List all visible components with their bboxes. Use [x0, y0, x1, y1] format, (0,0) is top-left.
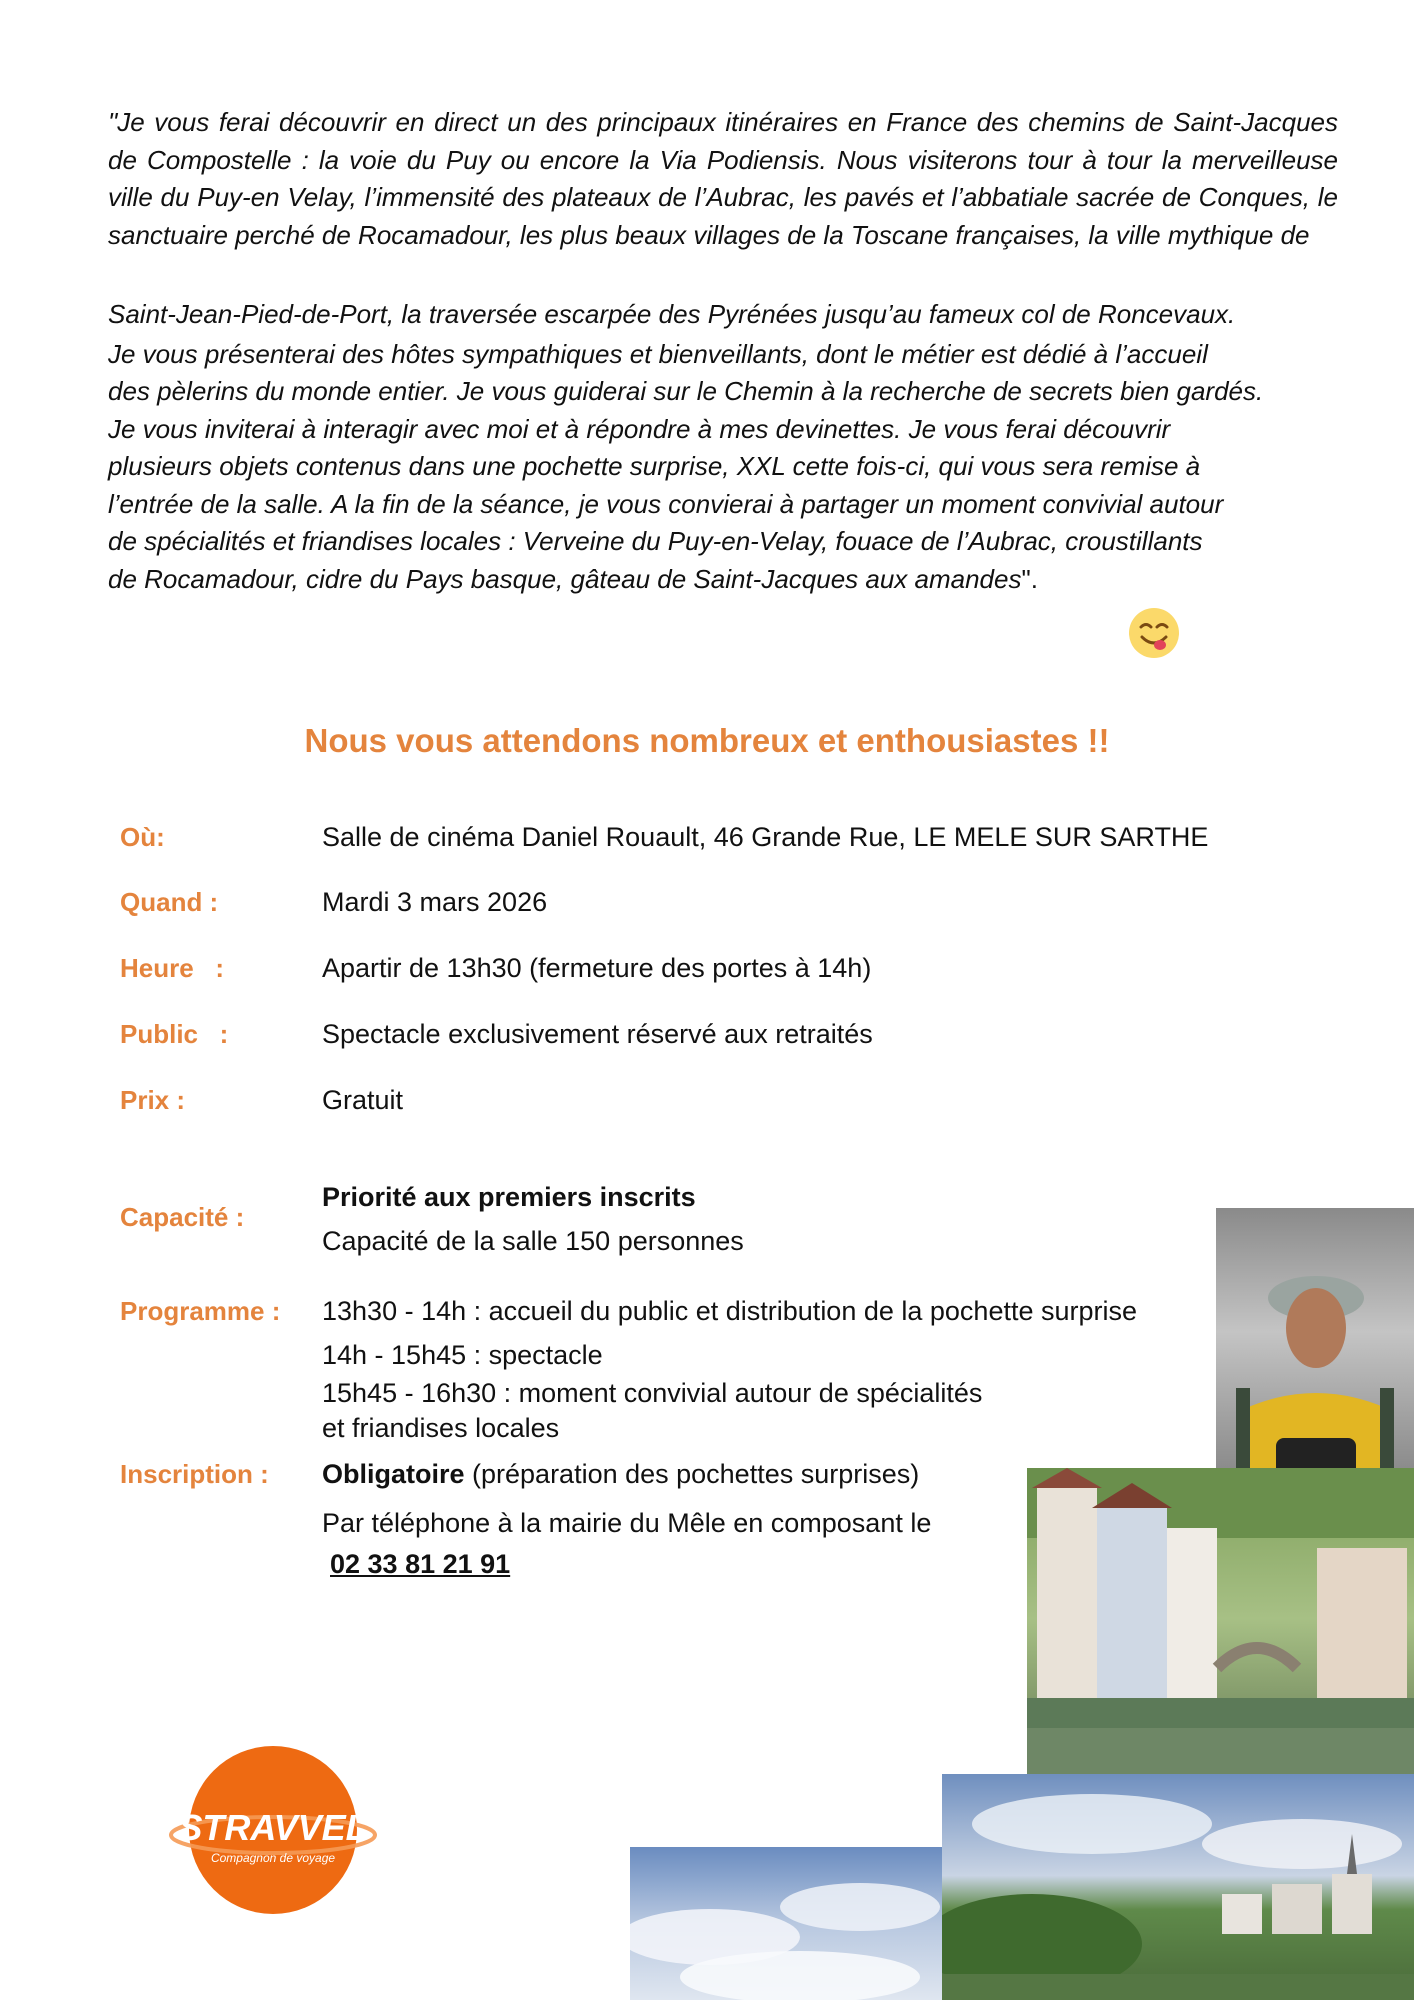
when-label: Quand : — [120, 887, 219, 917]
svg-text:STRAVVEL: STRAVVEL — [178, 1807, 368, 1848]
program-label: Programme : — [120, 1296, 281, 1326]
program-line: 14h - 15h45 : spectacle — [322, 1340, 603, 1370]
capacity-value: Capacité de la salle 150 personnes — [322, 1226, 744, 1256]
time-label: Heure : — [120, 953, 225, 983]
tagline-heading: Nous vous attendons nombreux et enthousiastes !! — [304, 722, 1110, 759]
capacity-priority: Priorité aux premiers inscrits — [322, 1182, 696, 1212]
price-value: Gratuit — [322, 1085, 404, 1115]
registration-requirement: Obligatoire (préparation des pochettes surprises) — [322, 1459, 920, 1489]
intro-paragraph-2: Saint-Jean-Pied-de-Port, la traversée escarpée des Pyrénées jusqu’au fameux col de Roncevaux. — [108, 299, 1236, 329]
photo-riverside-village — [1027, 1468, 1414, 1803]
public-label: Public : — [120, 1019, 229, 1049]
phone-number-link[interactable]: 02 33 81 21 91 — [330, 1549, 511, 1579]
photo-clouds-sky — [630, 1847, 942, 2000]
photo-village-landscape — [942, 1774, 1414, 2000]
where-label: Où: — [120, 822, 165, 852]
where-value: Salle de cinéma Daniel Rouault, 46 Grande Rue, LE MELE SUR SARTHE — [322, 822, 1209, 852]
yum-emoji-icon — [1128, 607, 1180, 659]
price-label: Prix : — [120, 1085, 186, 1115]
svg-text:Compagnon de voyage: Compagnon de voyage — [210, 1851, 336, 1865]
public-value: Spectacle exclusivement réservé aux retraités — [322, 1019, 873, 1049]
program-line: et friandises locales — [322, 1413, 560, 1443]
when-value: Mardi 3 mars 2026 — [322, 887, 548, 917]
intro-paragraph-1: "Je vous ferai découvrir en direct un des principaux itinéraires en France des chemins de Saint-Jacques de Compostelle : la voie du Puy ou encore la Via Podiensis. Nous visiterons tour à tour la merveilleuse ville du Puy-en Velay, l’immensité des plateaux de l’Aubrac, les pavés et l’abbatiale sacrée de Conques, le sanctuaire perché de Rocamadour, les plus beaux villages de la Toscane françaises, la ville mythique de — [108, 107, 1338, 250]
program-line: 15h45 - 16h30 : moment convivial autour de spécialités — [322, 1378, 983, 1408]
intro-text — [108, 104, 1338, 598]
registration-instructions: Par téléphone à la mairie du Mêle en composant le — [322, 1508, 932, 1538]
program-line: 13h30 - 14h : accueil du public et distribution de la pochette surprise — [322, 1296, 1138, 1326]
time-value: Apartir de 13h30 (fermeture des portes à 14h) — [322, 953, 872, 983]
registration-label: Inscription : — [120, 1459, 269, 1489]
intro-paragraph-3: Je vous présenterai des hôtes sympathiques et bienveillants, dont le métier est dédié à l’accueil des pèlerins du monde entier. Je vous guiderai sur le Chemin à la recherche de secrets bien gardés. Je vous inviterai à interagir avec moi et à répondre à mes devinettes. Je vous ferai découvrir plusieurs objets contenus dans une pochette surprise, XXL cette fois-ci, qui vous sera remise à l’entrée de la salle. A la fin de la séance, je vous convierai à partager un moment convivial autour de spécialités et friandises locales : Verveine du Puy-en-Velay, fouace de l’Aubrac, croustillants de Rocamadour, cidre du Pays basque, gâteau de Saint-Jacques aux amandes". — [108, 338, 1264, 594]
stravvel-logo — [168, 1740, 378, 1920]
capacity-label: Capacité : — [120, 1202, 245, 1232]
